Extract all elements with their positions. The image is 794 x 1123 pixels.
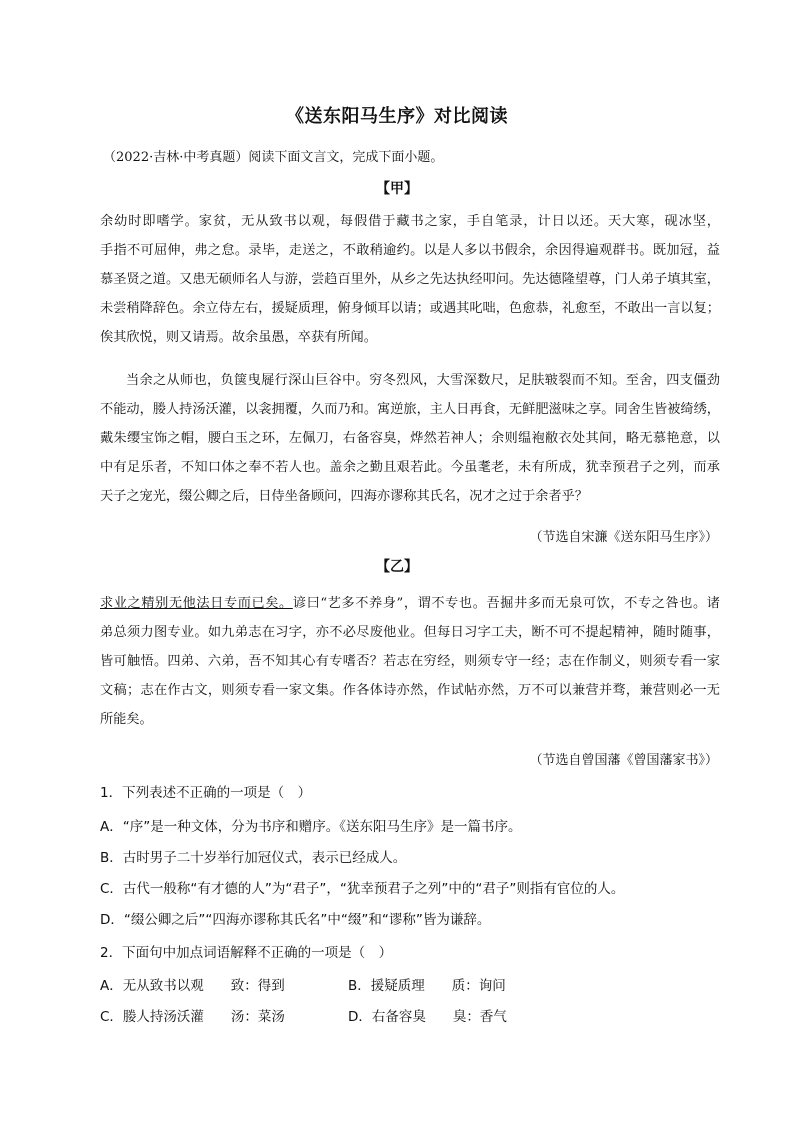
yi-line: 弟总须力图专业。如九弟志在习字，亦不必尽废他业。但每日习字工夫，断不可不提起精神，随时随事，: [100, 625, 720, 640]
section-heading-yi: 【乙】: [376, 559, 418, 575]
jia-line: 未尝稍降辞色。余立侍左右，援疑质理，俯身倾耳以请；或遇其叱咄，色愈恭，礼愈至，不敢出一言以复；: [100, 301, 720, 316]
yi-source: （节选自曾国藩《曾国藩家书》）: [529, 753, 718, 768]
jia-line: 余幼时即嗜学。家贫，无从致书以观，每假借于藏书之家，手自笔录，计日以还。天大寒，砚冰坚，: [100, 214, 720, 229]
jia-line: 中有足乐者，不知口体之奉不若人也。盖余之勤且艰若此。今虽耄老，未有所成，犹幸预君子之列，而承: [100, 460, 720, 475]
question-2-option-d: D．右备容臭 臭：香气: [348, 1009, 507, 1025]
question-1-option: B．古时男子二十岁举行加冠仪式，表示已经成人。: [100, 850, 407, 866]
jia-source: （节选自宋濂《送东阳马生序》）: [529, 530, 718, 545]
section-heading-jia: 【甲】: [376, 181, 418, 197]
jia-line: 慕圣贤之道。又患无硕师名人与游，尝趋百里外，从乡之先达执经叩问。先达德隆望尊，门人弟子填其室，: [100, 272, 720, 287]
question-1-option: A．“序”是一种文体，分为书序和赠序。《送东阳马生序》是一篇书序。: [100, 819, 522, 835]
yi-line-first: [100, 592, 720, 611]
jia-line: 俟其欣悦，则又请焉。故余虽愚，卒获有所闻。: [100, 330, 377, 345]
yi-first-rest: 谚曰“艺多不养身”，谓不专也。吾掘井多而无泉可饮，不专之咎也。诸: [292, 596, 720, 611]
question-2-option-c: C．媵人持汤沃灌 汤：菜汤: [100, 1009, 285, 1025]
question-1-option: D．“缀公卿之后”“四海亦谬称其氏名”中“缀”和“谬称”皆为谦辞。: [100, 912, 491, 928]
page-title: 《送东阳马生序》对比阅读: [286, 106, 508, 127]
question-1-option: C．古代一般称“有才德的人”为“君子”，“犹幸预君子之列”中的“君子”则指有官位的人。: [100, 881, 625, 897]
yi-line: 所能矣。: [100, 712, 153, 727]
intro-text: （2022·吉林·中考真题）阅读下面文言文，完成下面小题。: [103, 150, 444, 165]
underlined-sentence: 求业之精别无他法日专而已矣。: [100, 596, 293, 611]
question-1-stem: 1．下列表述不正确的一项是（ ）: [100, 785, 312, 801]
jia-line: 天子之宠光，缀公卿之后，日侍坐备顾问，四海亦谬称其氏名，况才之过于余者乎？: [100, 489, 588, 504]
question-2-option-b: B．援疑质理 质：询问: [348, 978, 506, 994]
jia-line: 手指不可屈伸，弗之怠。录毕，走送之，不敢稍逾约。以是人多以书假余，余因得遍观群书。既加冠，益: [100, 243, 720, 258]
yi-line: 文稿；志在作古文，则须专看一家文集。作各体诗亦然，作试帖亦然，万不可以兼营并骛，兼营则必一无: [100, 683, 720, 698]
jia-line: 戴朱缨宝饰之帽，腰白玉之环，左佩刀，右备容臭，烨然若神人；余则缊袍敝衣处其间，略无慕艳意，以: [100, 431, 720, 446]
jia-line: 不能动，媵人持汤沃灌，以衾拥覆，久而乃和。寓逆旅，主人日再食，无鲜肥滋味之享。同舍生皆被绮绣，: [100, 402, 720, 417]
yi-line: 皆可触悟。四弟、六弟，吾不知其心有专嗜否？若志在穷经，则须专守一经；志在作制义，则须专看一家: [100, 654, 720, 669]
jia-line: 当余之从师也，负箧曳屣行深山巨谷中。穷冬烈风，大雪深数尺，足肤皲裂而不知。至舍，四支僵劲: [126, 373, 720, 388]
question-2-option-a: A．无从致书以观 致：得到: [100, 978, 285, 994]
question-2-stem: 2．下面句中加点词语解释不正确的一项是（ ）: [100, 945, 393, 961]
